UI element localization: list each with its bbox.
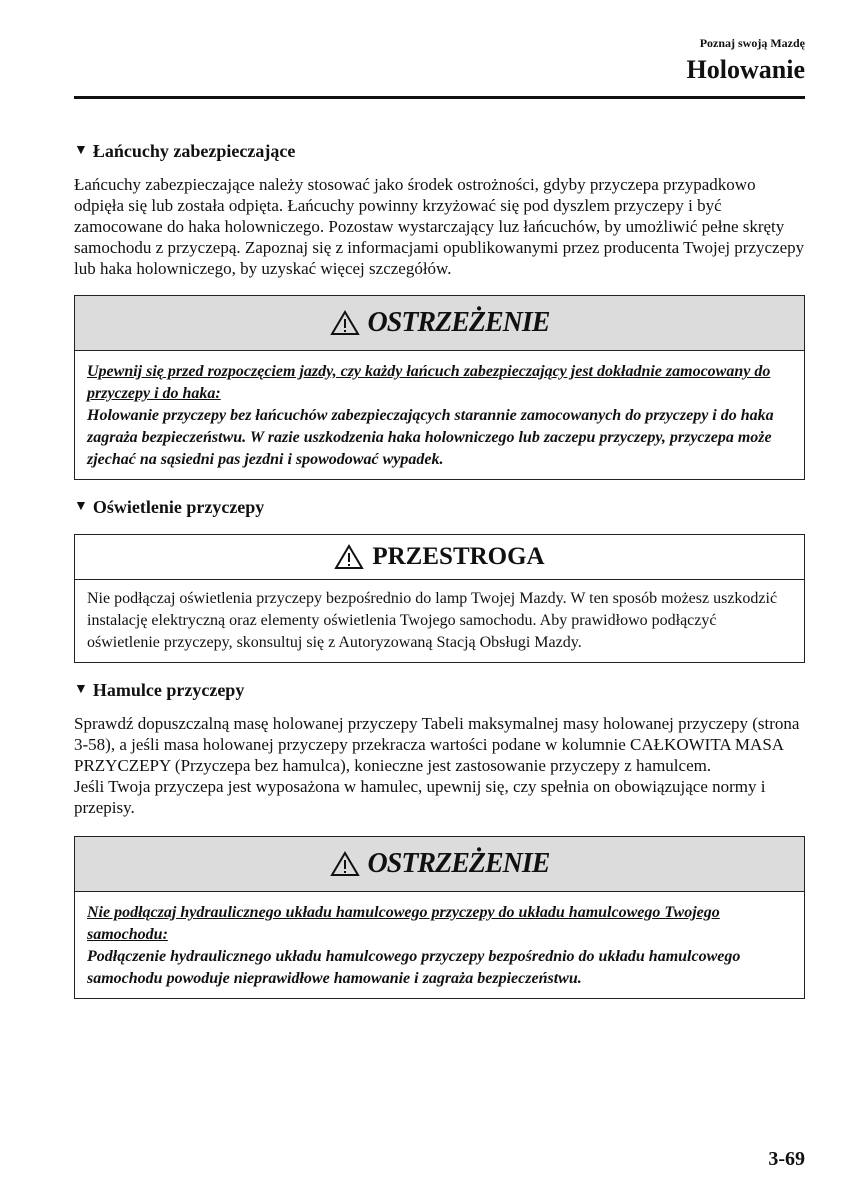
section-heading-label: Łańcuchy zabezpieczające xyxy=(92,141,296,161)
warning-lead: Nie podłączaj hydraulicznego układu hamulcowego przyczepy do układu hamulcowego Twojego samochodu: xyxy=(87,904,720,943)
caution-box-body: Nie podłączaj oświetlenia przyczepy bezpośrednio do lamp Twojej Mazdy. W ten sposób możesz uszkodzić instalację elektryczną oraz elementy oświetlenia Twojego samochodu. Aby prawidłowo podłączyć oświetlenie przyczepy, skonsultuj się z Autoryzowaną Stacją Obsługi Mazdy. xyxy=(87,590,778,651)
warning-triangle-icon xyxy=(330,310,360,336)
caution-box-header xyxy=(75,535,804,580)
section-heading-label: Hamulce przyczepy xyxy=(92,680,245,700)
warning-text: Podłączenie hydraulicznego układu hamulcowego przyczepy bezpośrednio do układu hamulcowego samochodu powoduje nieprawidłowe hamowanie i zagraża bezpieczeństwu. xyxy=(87,948,741,987)
warning-box-header xyxy=(75,296,804,351)
caution-title: PRZESTROGA xyxy=(372,543,545,570)
warning-box-trailer-brakes xyxy=(74,836,805,999)
page-content xyxy=(74,138,805,999)
warning-title: OSTRZEŻENIE xyxy=(367,307,550,338)
warning-triangle-icon xyxy=(330,851,360,877)
section-heading-label: Oświetlenie przyczepy xyxy=(92,497,265,517)
warning-box-body xyxy=(75,892,804,998)
warning-title: OSTRZEŻENIE xyxy=(367,848,550,879)
triangle-down-icon: ▼ xyxy=(74,143,88,158)
header-rule xyxy=(74,96,805,99)
trailer-brakes-text: Sprawdź dopuszczalną masę holowanej przyczepy Tabeli maksymalnej masy holowanej przyczepy (strona 3-58), a jeśli masa holowanej przyczepy przekracza wartości podane w kolumnie CAŁKOWITA MASA PRZYCZEPY (Przyczepa bez hamulca), konieczne jest zastosowanie przyczepy z hamulcem. xyxy=(74,714,800,775)
triangle-down-icon: ▼ xyxy=(74,682,88,697)
section-heading-trailer-lights xyxy=(74,494,805,520)
page-title: Holowanie xyxy=(686,55,805,84)
triangle-down-icon: ▼ xyxy=(74,499,88,514)
trailer-brakes-text-2: Jeśli Twoja przyczepa jest wyposażona w hamulec, upewnij się, czy spełnia on obowiązujące normy i przepisy. xyxy=(74,777,766,817)
breadcrumb: Poznaj swoją Mazdę xyxy=(699,36,805,50)
warning-box-header xyxy=(75,837,804,892)
section-heading-trailer-brakes xyxy=(74,677,805,703)
safety-chains-text: Łańcuchy zabezpieczające należy stosować jako środek ostrożności, gdyby przyczepa przypadkowo odpięła się lub została odpięta. Łańcuchy powinny krzyżować się pod dyszlem przyczepy i być zamocowane do haka holowniczego. Pozostaw wystarczający luz łańcuchów, by umożliwić pełne skręty samochodu z przyczepą. Zapoznaj się z informacjami opublikowanymi przez producenta Twojej przyczepy lub haka holowniczego, by uzyskać więcej szczegółów. xyxy=(74,175,805,278)
warning-triangle-icon xyxy=(334,544,364,570)
warning-lead: Upewnij się przed rozpoczęciem jazdy, czy każdy łańcuch zabezpieczający jest dokładnie zamocowany do przyczepy i do haka: xyxy=(87,363,771,402)
caution-box-trailer-lights xyxy=(74,534,805,663)
warning-text: Holowanie przyczepy bez łańcuchów zabezpieczających starannie zamocowanych do przyczepy i do haka zagraża bezpieczeństwu. W razie uszkodzenia haka holowniczego lub zaczepu przyczepy, przyczepa może zjechać na sąsiedni pas jezdni i spowodować wypadek. xyxy=(87,407,774,468)
section-heading-safety-chains xyxy=(74,138,805,164)
warning-box-body xyxy=(75,351,804,479)
warning-box-safety-chains xyxy=(74,295,805,480)
page-number: 3-69 xyxy=(768,1148,805,1170)
